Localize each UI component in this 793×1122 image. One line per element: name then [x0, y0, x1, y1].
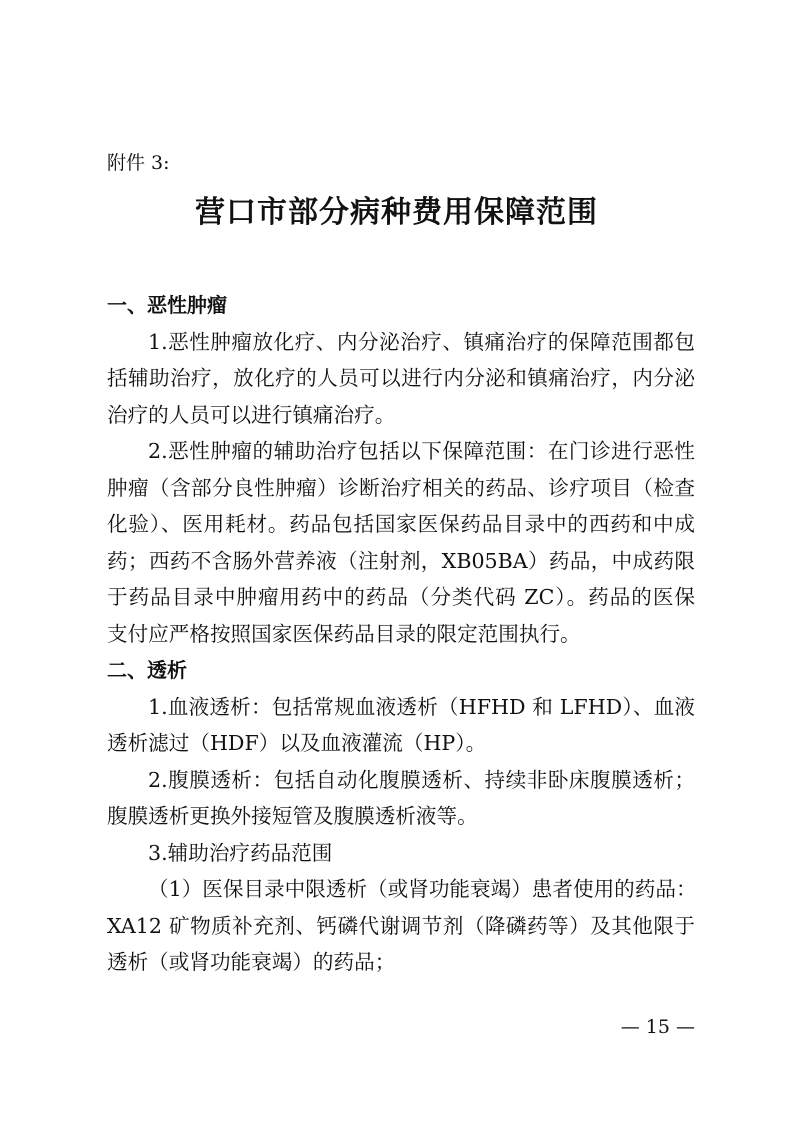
document-body — [107, 287, 695, 981]
paragraph-line: 治疗的人员可以进行镇痛治疗。 — [107, 402, 396, 427]
attachment-label: 附件 3: — [107, 152, 170, 174]
paragraph-line: 腹膜透析更换外接短管及腹膜透析液等。 — [107, 804, 478, 828]
subsection-heading: 3.辅助治疗药品范围 — [148, 840, 333, 865]
section-heading-malignant-tumor: 一、恶性肿瘤 — [107, 293, 227, 317]
paragraph-line: 括辅助治疗，放化疗的人员可以进行内分泌和镇痛治疗，内分泌 — [107, 366, 695, 390]
paragraph-line: 2.腹膜透析：包括自动化腹膜透析、持续非卧床腹膜透析； — [148, 767, 695, 792]
paragraph-line: XA12 矿物质补充剂、钙磷代谢调节剂（降磷药等）及其他限于 — [107, 913, 695, 938]
paragraph-line: 透析（或肾功能衰竭）的药品； — [107, 950, 396, 974]
paragraph-line: （1）医保目录中限透析（或肾功能衰竭）患者使用的药品： — [148, 877, 697, 901]
page-number: — 15 — — [620, 1016, 695, 1038]
paragraph-line: 1.血液透析：包括常规血液透析（HFHD 和 LFHD）、血液 — [148, 694, 695, 719]
paragraph-line: 化验）、医用耗材。药品包括国家医保药品目录中的西药和中成 — [107, 512, 695, 536]
paragraph-line: 2.恶性肿瘤的辅助治疗包括以下保障范围：在门诊进行恶性 — [148, 439, 695, 463]
paragraph-line: 透析滤过（HDF）以及血液灌流（HP）。 — [107, 731, 487, 755]
paragraph-line: 药；西药不含肠外营养液（注射剂，XB05BA）药品，中成药限 — [107, 548, 695, 573]
paragraph-line: 于药品目录中肿瘤用药中的药品（分类代码 ZC）。药品的医保 — [107, 585, 695, 609]
page-title: 营口市部分病种费用保障范围 — [195, 195, 598, 230]
section-heading-dialysis: 二、透析 — [107, 658, 187, 682]
paragraph-line: 肿瘤（含部分良性肿瘤）诊断治疗相关的药品、诊疗项目（检查 — [107, 475, 695, 500]
paragraph-line: 支付应严格按照国家医保药品目录的限定范围执行。 — [107, 621, 581, 646]
paragraph-line: 1.恶性肿瘤放化疗、内分泌治疗、镇痛治疗的保障范围都包 — [148, 329, 695, 354]
